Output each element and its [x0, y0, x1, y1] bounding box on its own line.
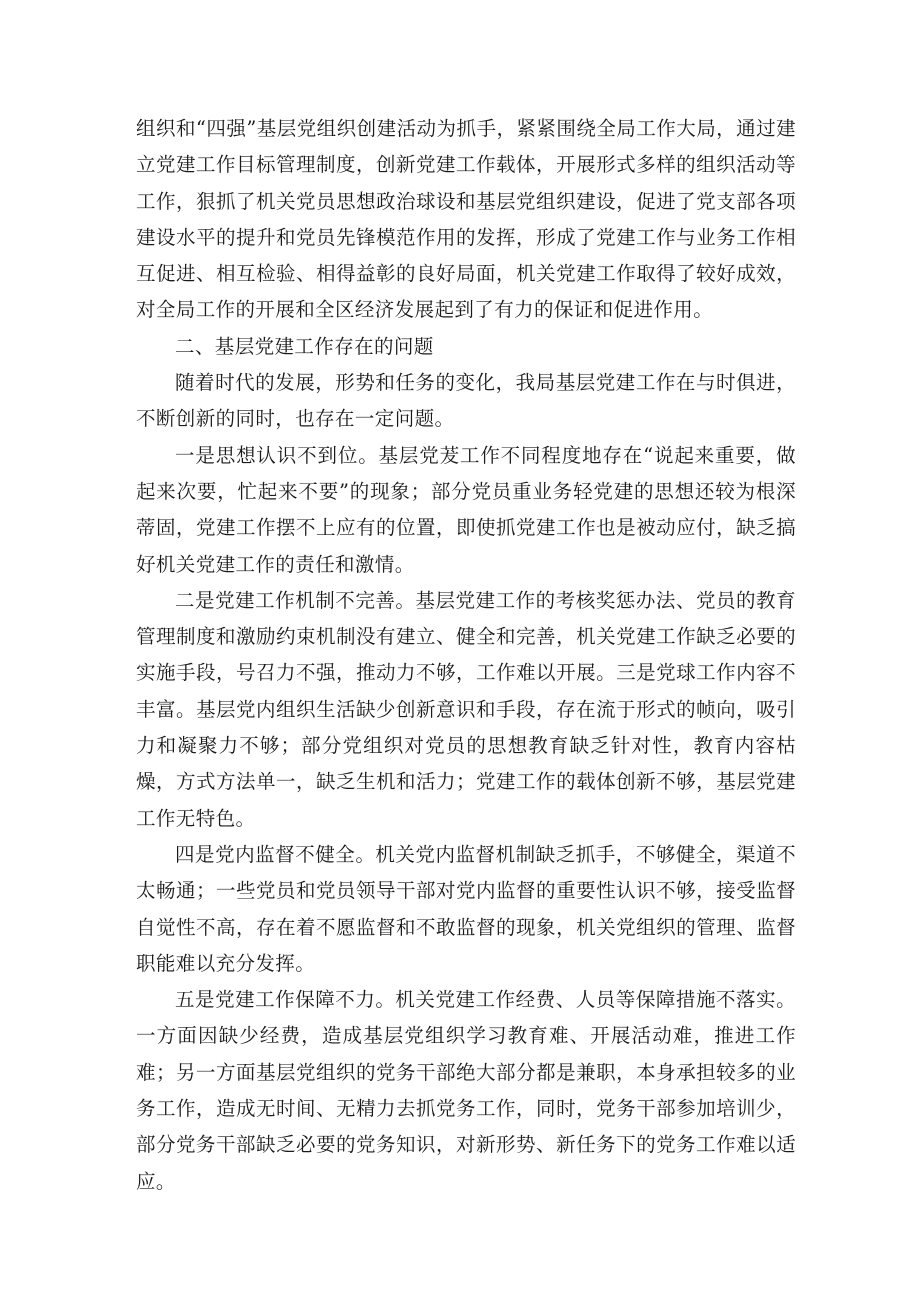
paragraph-issue-2-3: 二是党建工作机制不完善。基层党建工作的考核奖惩办法、党员的教育管理制度和激励约束机制没有建立、健全和完善，机关党建工作缺乏必要的实施手段，号召力不强，推动力不够，工作难以开展。三是党球工作内容不丰富。基层党内组织生活缺少创新意识和手段，存在流于形式的帧向，吸引力和凝聚力不够；部分党组织对党员的思想教育缺乏针对性，教育内容枯燥，方式方法单一，缺乏生机和活力；党建工作的载体创新不够，基层党建工作无特色。: [136, 588, 796, 830]
paragraph-issue-4: 四是党内监督不健全。机关党内监督机制缺乏抓手，不够健全，渠道不太畅通；一些党员和党员领导干部对党内监督的重要性认识不够，接受监督自觉性不高，存在着不愿监督和不敢监督的现象，机关党组织的管理、监督职能难以充分发挥。: [136, 842, 796, 975]
document-body: [136, 111, 796, 1200]
paragraph-issue-1: 一是思想认识不到位。基层党茇工作不同程度地存在“说起来重要，做起来次要，忙起来不要”的现象；部分党员重业务轻党建的思想还较为根深蒂固，党建工作摆不上应有的位置，即使抓党建工作也是被动应付，缺乏搞好机关党建工作的责任和激情。: [136, 443, 796, 576]
paragraph-issue-5: 五是党建工作保障不力。机关党建工作经费、人员等保障措施不落实。一方面因缺少经费，造成基层党组织学习教育难、开展活动难，推进工作难；另一方面基层党组织的党务干部绝大部分都是兼职，本身承担较多的业务工作，造成无时间、无精力去抓党务工作，同时，党务干部参加培训少，部分党务干部缺乏必要的党务知识，对新形势、新任务下的党务工作难以适应。: [136, 988, 796, 1193]
section-heading: 二、基层党建工作存在的问题: [175, 334, 434, 358]
paragraph-intro: 随着时代的发展，形势和任务的变化，我局基层党建工作在与时俱进，不断创新的同时，也存在一定问题。: [136, 371, 796, 431]
paragraph-continuation: 组织和“四强”基层党组织创建活动为抓手，紧紧围绕全局工作大局，通过建立党建工作目标管理制度，创新党建工作载体，开展形式多样的组织活动等工作，狠抓了机关党员思想政治球设和基层党组织建设，促进了党支部各项建设水平的提升和党员先锋模范作用的发挥，形成了党建工作与业务工作相互促进、相互检验、相得益彰的良好局面，机关党建工作取得了较好成效，对全局工作的开展和全区经济发展起到了有力的保证和促进作用。: [136, 117, 796, 322]
